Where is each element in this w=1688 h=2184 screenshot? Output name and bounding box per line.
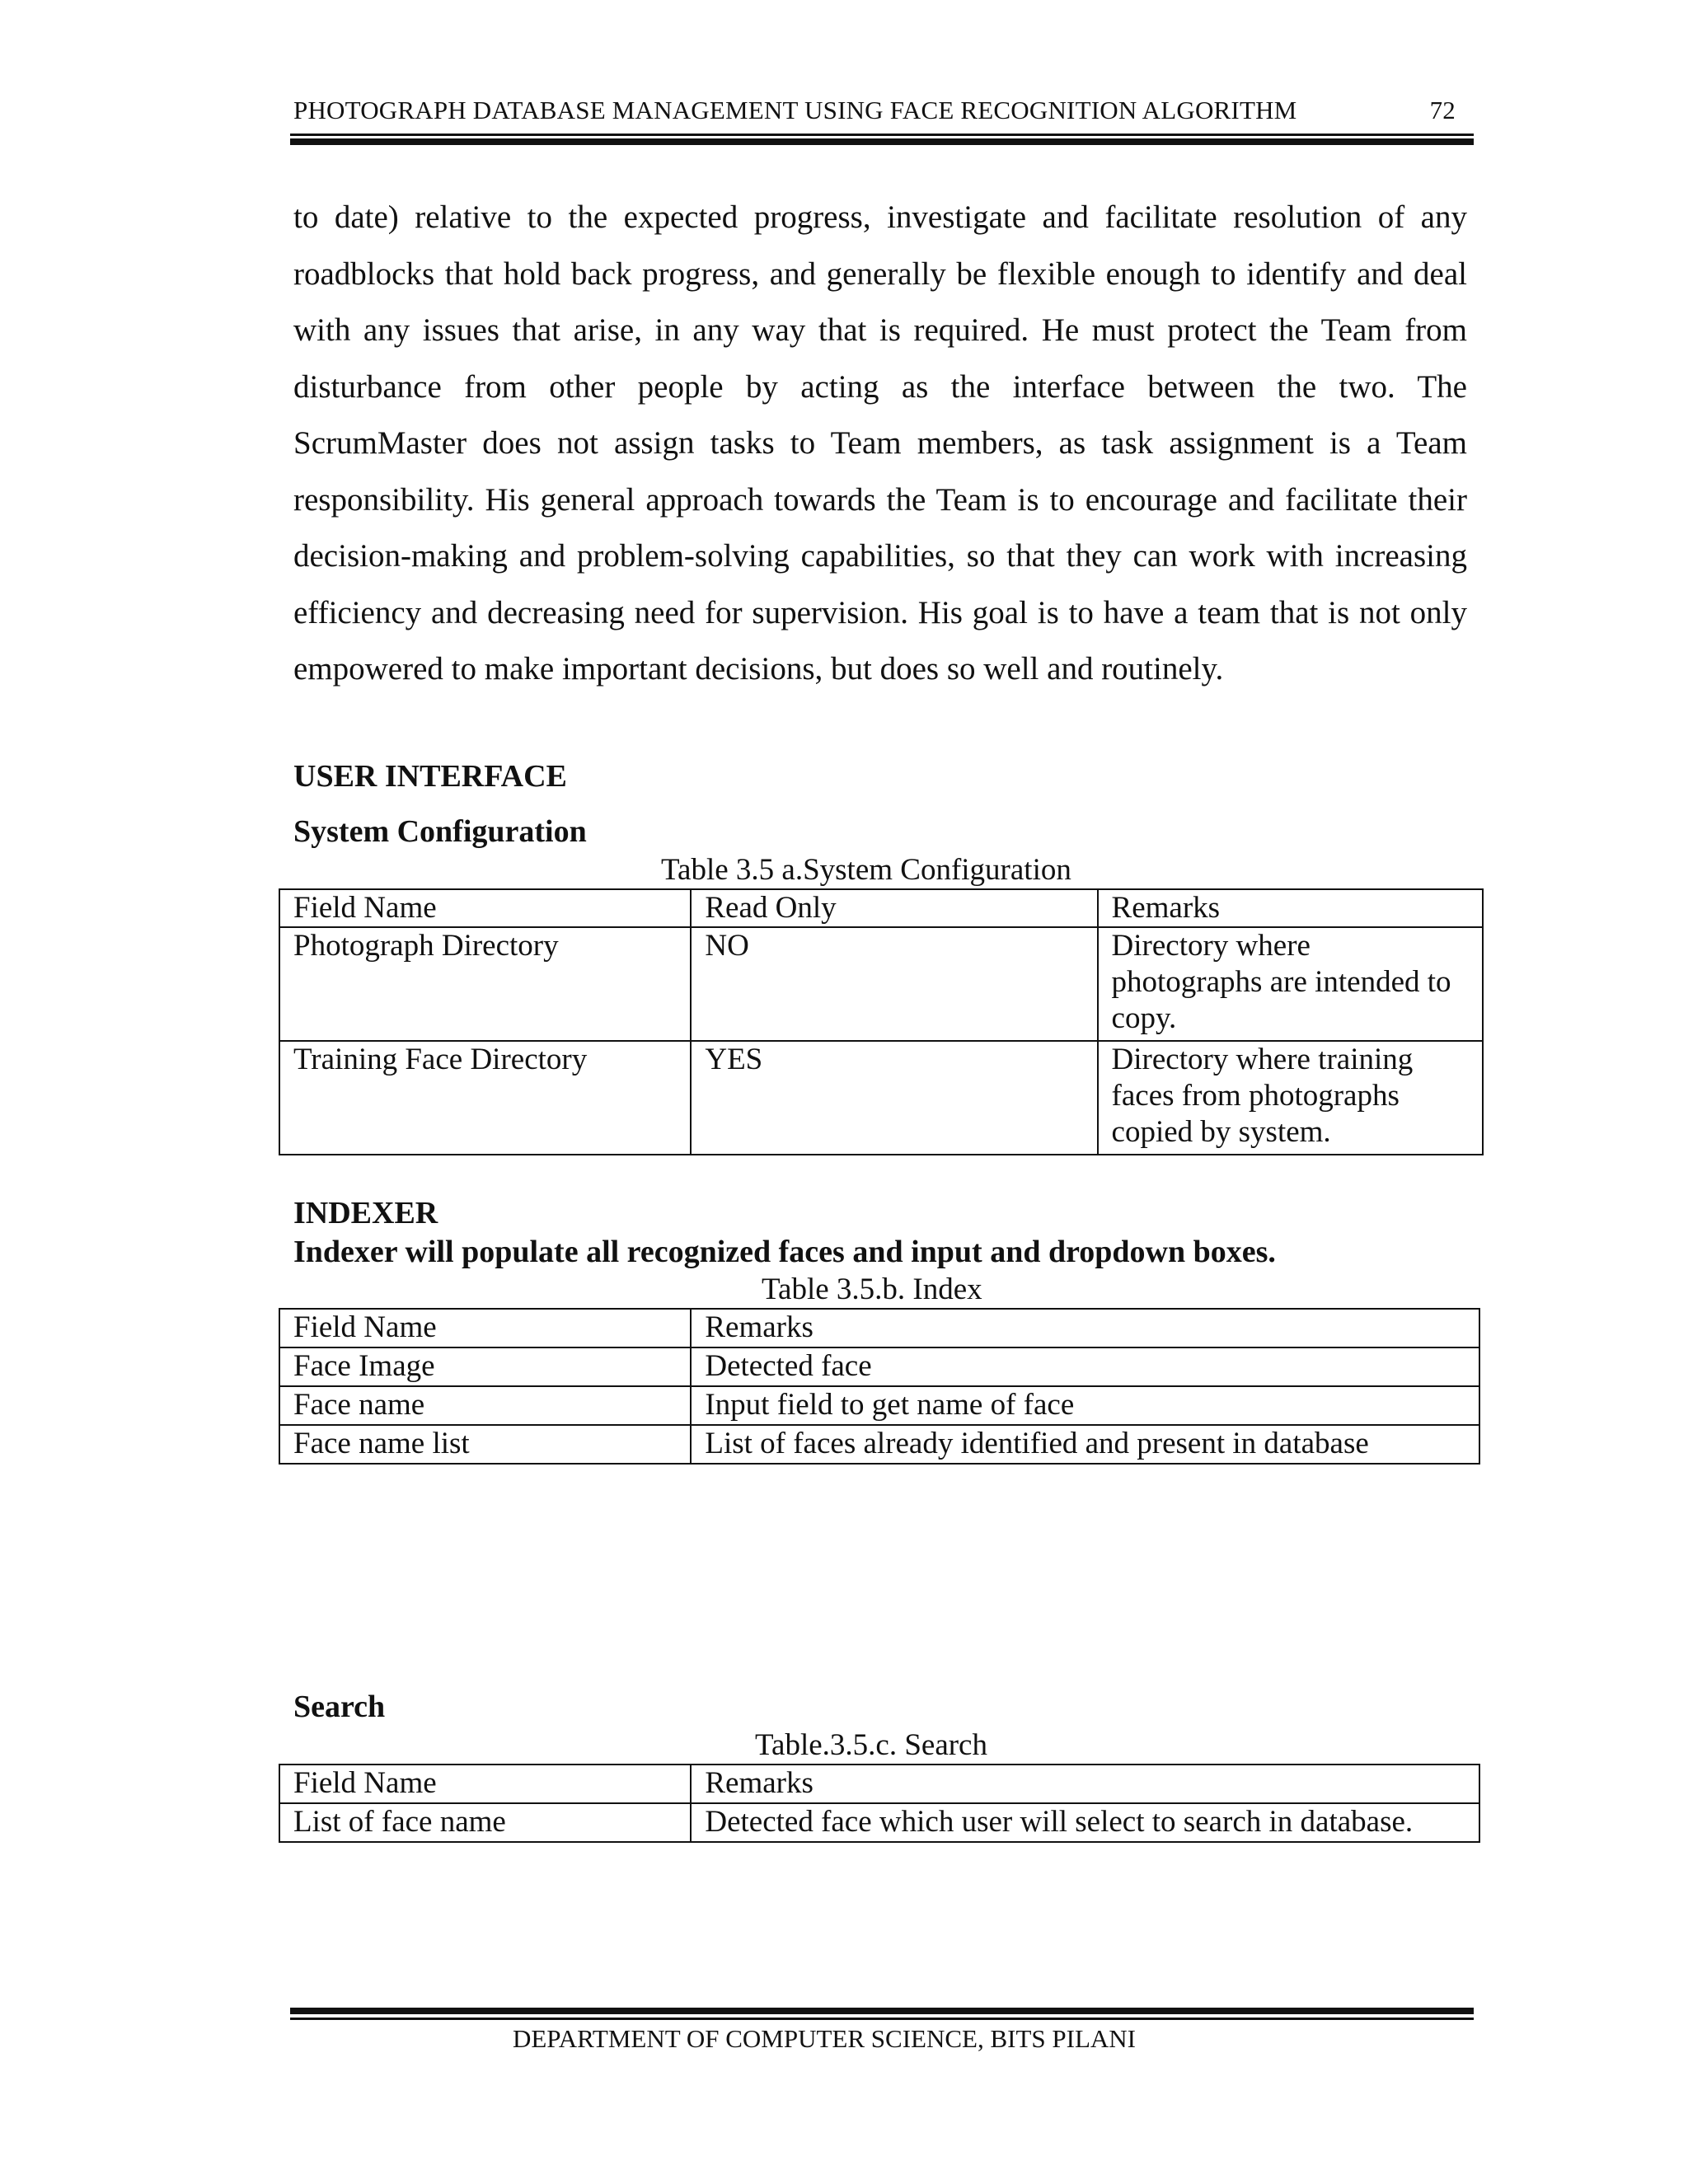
table-cell: Directory where training faces from photographs copied by system. (1098, 1041, 1483, 1155)
search-table (279, 1764, 1480, 1843)
table-row (279, 1803, 1479, 1842)
body-line: roadblocks that hold back progress, and generally be flexible enough to identify and deal (293, 255, 1467, 292)
header-rule-thin (290, 134, 1474, 136)
table-header-cell: Field Name (279, 1765, 691, 1803)
indexer-subheading: Indexer will populate all recognized faces and input and dropdown boxes. (293, 1235, 1276, 1269)
table-cell: Face name (279, 1386, 691, 1425)
table-cell: Detected face which user will select to search in database. (691, 1803, 1479, 1842)
indexer-caption: Table 3.5.b. Index (762, 1272, 982, 1306)
table-row (279, 1041, 1483, 1155)
page-footer: DEPARTMENT OF COMPUTER SCIENCE, BITS PILANI (512, 2024, 1136, 2053)
table-cell: YES (691, 1041, 1097, 1155)
table-cell: NO (691, 927, 1097, 1041)
body-paragraph (293, 190, 1467, 698)
section-heading-user-interface: USER INTERFACE (293, 759, 567, 794)
table-row (279, 1425, 1479, 1464)
table-header-cell: Field Name (279, 889, 691, 927)
table-row (279, 927, 1483, 1041)
body-line: efficiency and decreasing need for supervision. His goal is to have a team that is not only (293, 594, 1467, 630)
table-cell: Training Face Directory (279, 1041, 691, 1155)
search-caption: Table.3.5.c. Search (755, 1728, 987, 1762)
body-line: to date) relative to the expected progress, investigate and facilitate resolution of any (293, 199, 1467, 235)
table-cell: Detected face (691, 1347, 1479, 1386)
table-header-cell: Remarks (691, 1309, 1479, 1347)
system-configuration-table (279, 888, 1484, 1155)
header-title: PHOTOGRAPH DATABASE MANAGEMENT USING FACE RECOGNITION ALGORITHM (293, 96, 1297, 124)
table-row (279, 1765, 1479, 1803)
system-configuration-heading: System Configuration (293, 814, 587, 849)
page-header (293, 96, 1472, 129)
body-line: responsibility. His general approach towards the Team is to encourage and facilitate their (293, 481, 1467, 518)
body-line: decision-making and problem-solving capabilities, so that they can work with increasing (293, 538, 1467, 574)
indexer-table (279, 1308, 1480, 1465)
footer-rule-thick (290, 2008, 1474, 2014)
table-cell: Face Image (279, 1347, 691, 1386)
table-header-cell: Field Name (279, 1309, 691, 1347)
table-cell: Input field to get name of face (691, 1386, 1479, 1425)
table-cell: List of face name (279, 1803, 691, 1842)
table-header-cell: Read Only (691, 889, 1097, 927)
header-rule-thick (290, 138, 1474, 145)
table-header-cell: Remarks (691, 1765, 1479, 1803)
table-row (279, 1347, 1479, 1386)
table-cell: Photograph Directory (279, 927, 691, 1041)
body-line: with any issues that arise, in any way that is required. He must protect the Team from (293, 312, 1467, 348)
table-row (279, 1386, 1479, 1425)
page-number: 72 (1429, 96, 1456, 124)
body-line: disturbance from other people by acting as the interface between the two. The (293, 368, 1467, 405)
table-row (279, 889, 1483, 927)
table-row (279, 1309, 1479, 1347)
indexer-heading: INDEXER (293, 1196, 438, 1230)
body-line: empowered to make important decisions, but does so well and routinely. (293, 651, 1224, 687)
table-cell: List of faces already identified and present in database (691, 1425, 1479, 1464)
table-cell: Face name list (279, 1425, 691, 1464)
table-header-cell: Remarks (1098, 889, 1483, 927)
system-configuration-caption: Table 3.5 a.System Configuration (661, 853, 1071, 887)
table-cell: Directory where photographs are intended to copy. (1098, 927, 1483, 1041)
body-line: ScrumMaster does not assign tasks to Team members, as task assignment is a Team (293, 425, 1467, 461)
search-heading: Search (293, 1690, 386, 1724)
footer-rule-thin (290, 2018, 1474, 2020)
